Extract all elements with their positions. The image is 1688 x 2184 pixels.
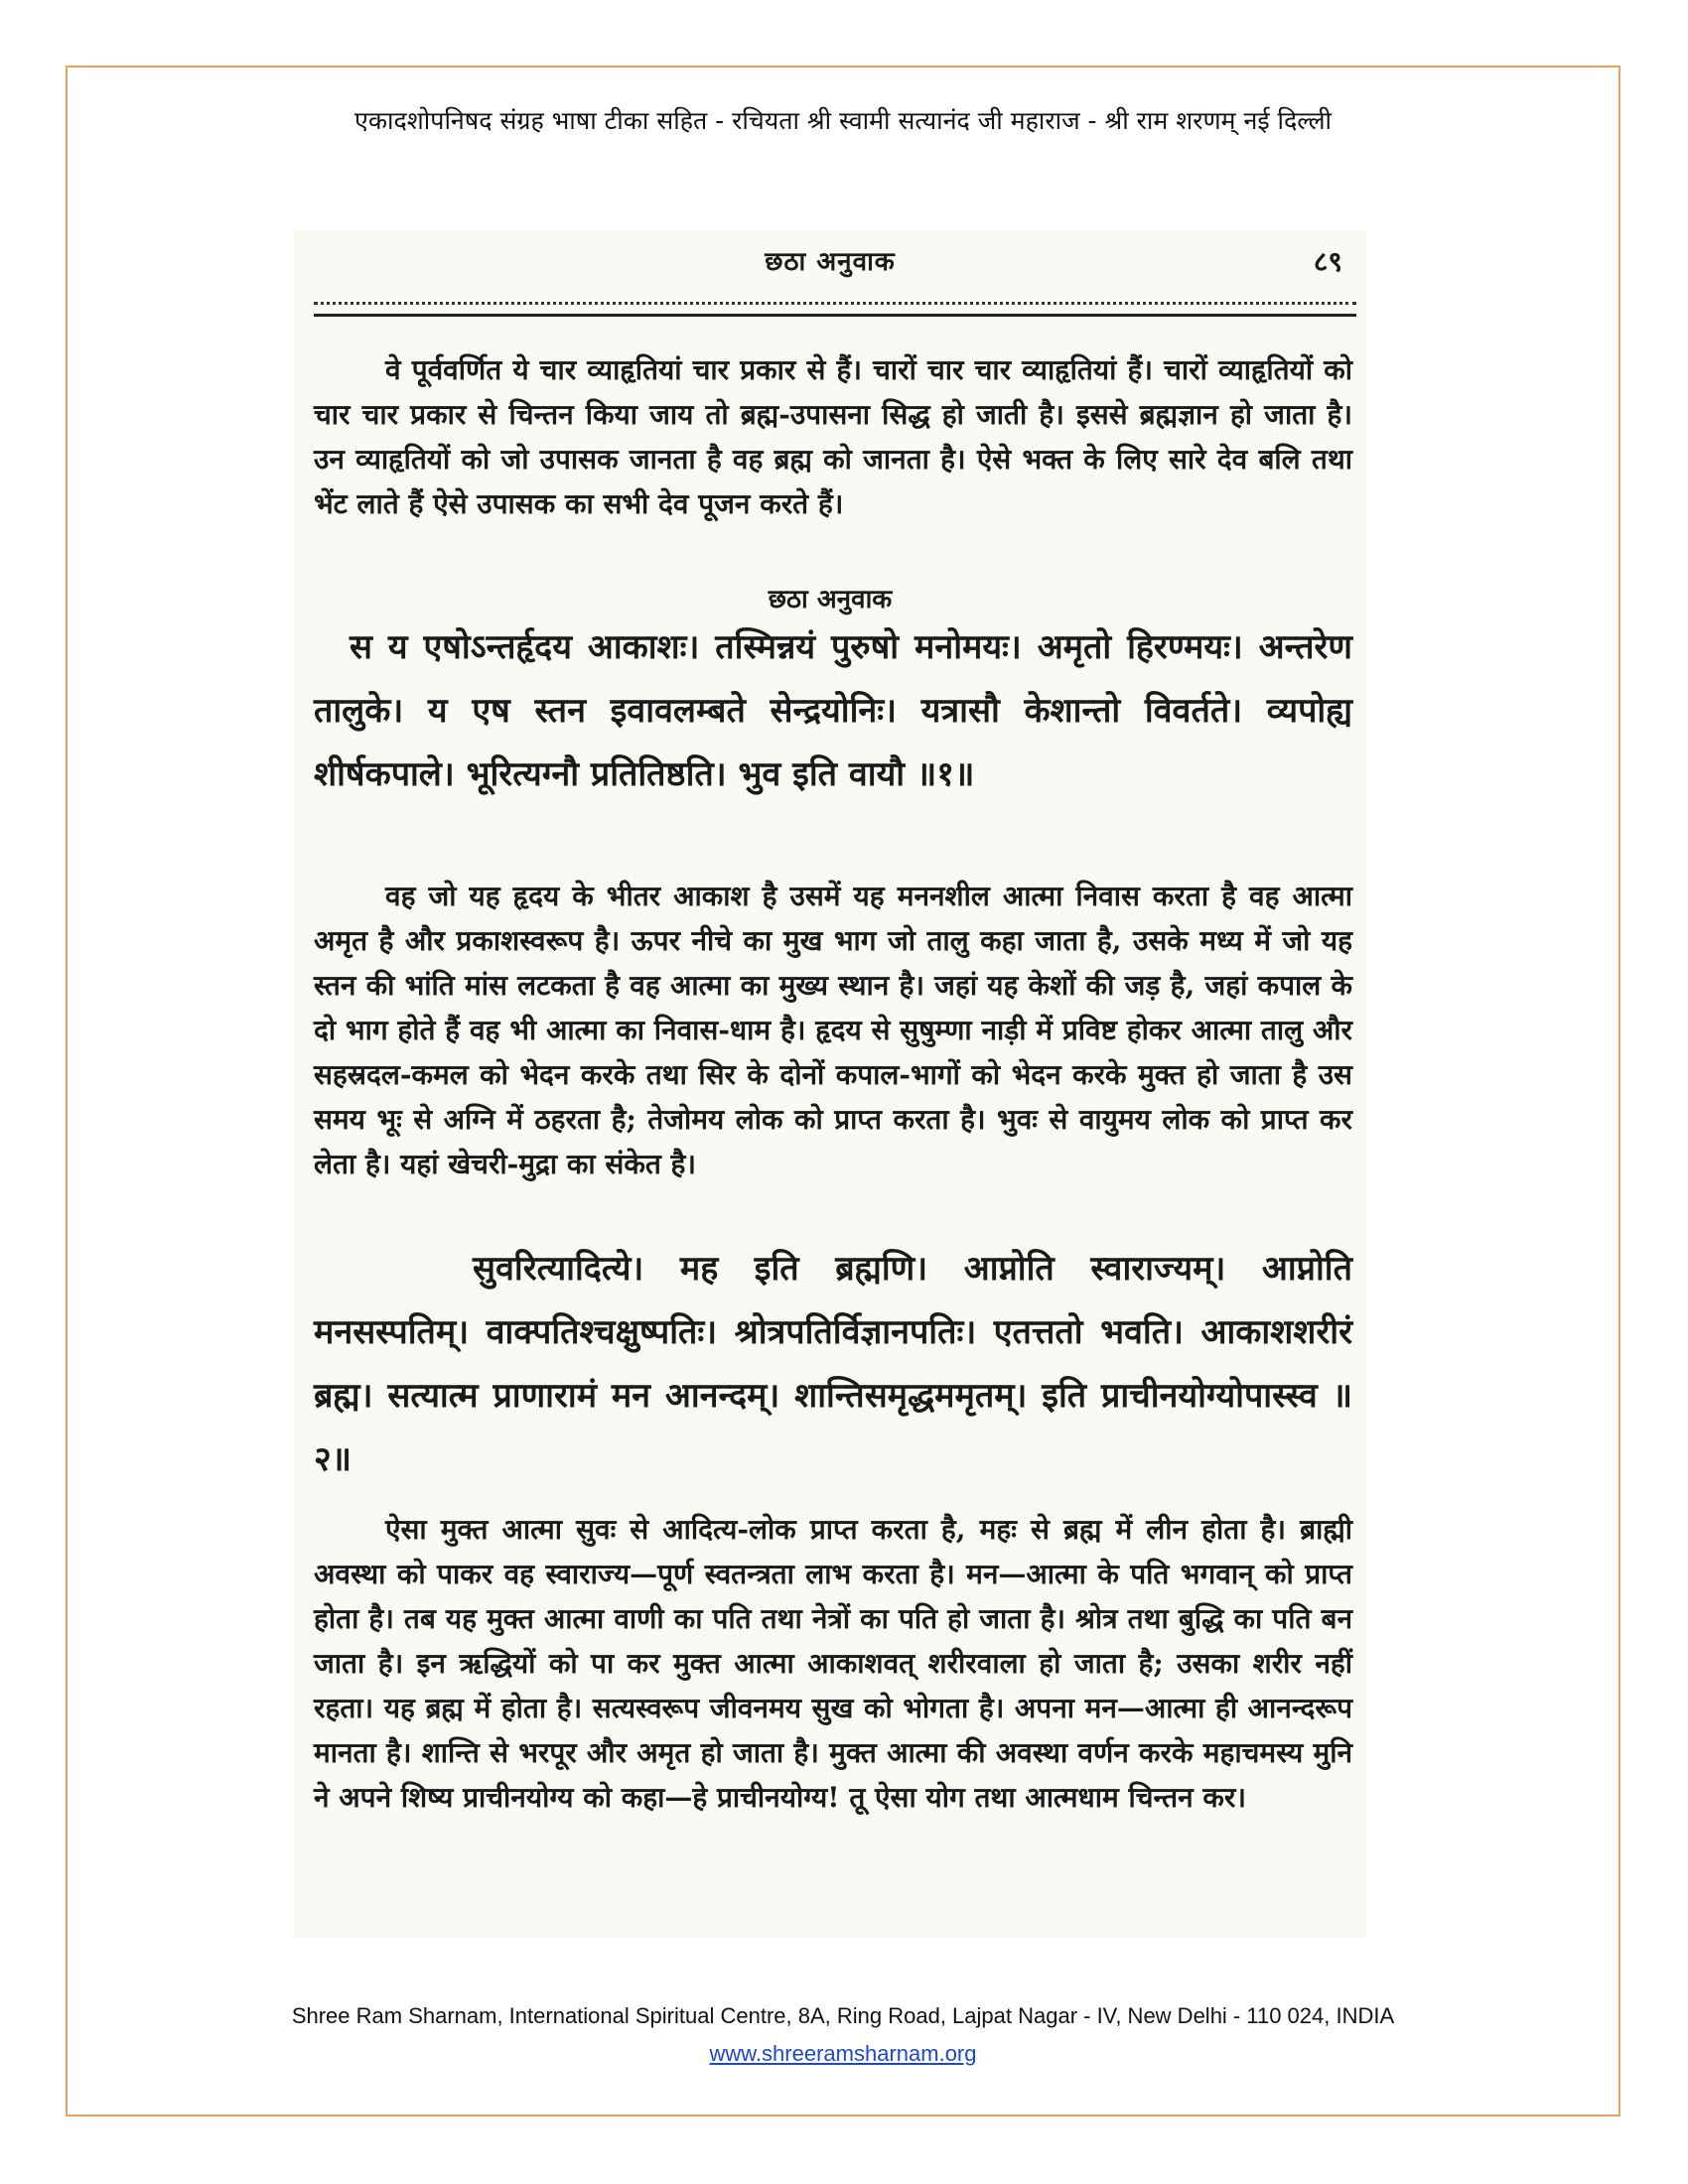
running-head [294,242,1366,282]
footer-link-wrapper [66,2041,1620,2067]
page-number: ८९ [1313,245,1342,278]
footer-address: Shree Ram Sharnam, International Spiritual Centre, 8A, Ring Road, Lajpat Nagar - IV, New Delhi - 110 024, INDIA [291,2003,1395,2028]
verse-1: स य एषोऽन्तर्हृदय आकाशः। तस्मिन्नयं पुरुषो मनोमयः। अमृतो हिरण्मयः। अन्तरेण तालुके। य एष स्तन इवावलम्बते सेन्द्रयोनिः। यत्रासौ केशान्तो विवर्तते। व्यपोह्य शीर्षकपाले। भूरित्यग्नौ प्रतितिष्ठति। भुव इति वायौ ॥१॥ [314,627,1352,794]
scanned-page [294,230,1366,1938]
document-header: एकादशोपनिषद संग्रह भाषा टीका सहित - रचियता श्री स्वामी सत्यानंद जी महाराज - श्री राम शरणम् नई दिल्ली [354,106,1332,135]
dotted-rule [314,302,1356,305]
header-rule [314,314,1356,317]
running-head-title: छठा अनुवाक [765,247,896,277]
website-link[interactable]: www.shreeramsharnam.org [709,2041,977,2066]
paragraph-2: वह जो यह हृदय के भीतर आकाश है उसमें यह मननशील आत्मा निवास करता है वह आत्मा अमृत है और प्रकाशस्वरूप है। ऊपर नीचे का मुख भाग जो तालु कहा जाता है, उसके मध्य में जो यह स्तन की भांति मांस लटकता है वह आत्मा का मुख्य स्थान है। जहां यह केशों की जड़ है, जहां कपाल के दो भाग होते हैं वह भी आत्मा का निवास-धाम है। हृदय से सुषुम्णा नाड़ी में प्रविष्ट होकर आत्मा तालु और सहस्रदल-कमल को भेदन करके तथा सिर के दोनों कपाल-भागों को भेदन करके मुक्त हो जाता है उस समय भूः से अग्नि में ठहरता है; तेजोमय लोक को प्राप्त करता है। भुवः से वायुमय लोक को प्राप्त कर लेता है। यहां खेचरी-मुद्रा का संकेत है। [314,880,1352,1180]
section-title: छठा अनुवाक [768,585,893,614]
paragraph-1: वे पूर्ववर्णित ये चार व्याहृतियां चार प्रकार से हैं। चारों चार चार व्याहृतियां हैं। चारों व्याहृतियों को चार चार प्रकार से चिन्तन किया जाय तो ब्रह्म-उपासना सिद्ध हो जाती है। इससे ब्रह्मज्ञान हो जाता है। उन व्याहृतियों को जो उपासक जानता है वह ब्रह्म को जानता है। ऐसे भक्त के लिए सारे देव बलि तथा भेंट लाते हैं ऐसे उपासक का सभी देव पूजन करते हैं। [314,353,1352,520]
paragraph-3: ऐसा मुक्त आत्मा सुवः से आदित्य-लोक प्राप्त करता है, महः से ब्रह्म में लीन होता है। ब्राह्मी अवस्था को पाकर वह स्वाराज्य—पूर्ण स्वतन्त्रता लाभ करता है। मन—आत्मा के पति भगवान् को प्राप्त होता है। तब यह मुक्त आत्मा वाणी का पति तथा नेत्रों का पति हो जाता है। श्रोत्र तथा बुद्धि का पति बन जाता है। इन ऋद्धियों को पा कर मुक्त आत्मा आकाशवत् शरीरवाला हो जाता है; उसका शरीर नहीं रहता। यह ब्रह्म में होता है। सत्यस्वरूप जीवनमय सुख को भोगता है। अपना मन—आत्मा ही आनन्दरूप मानता है। शान्ति से भरपूर और अमृत हो जाता है। मुक्त आत्मा की अवस्था वर्णन करके महाचमस्य मुनि ने अपने शिष्य प्राचीनयोग्य को कहा—हे प्राचीनयोग्य! तू ऐसा योग तथा आत्मधाम चिन्तन कर। [314,1513,1352,1814]
verse-2: सुवरित्यादित्ये। मह इति ब्रह्मणि। आप्नोति स्वाराज्यम्। आप्नोति मनसस्पतिम्। वाक्पतिश्चक्षुष्पतिः। श्रोत्रपतिर्विज्ञानपतिः। एतत्ततो भवति। आकाशशरीरं ब्रह्म। सत्यात्म प्राणारामं मन आनन्दम्। शान्तिसमृद्धममृतम्। इति प्राचीनयोग्योपास्स्व ॥२॥ [314,1249,1352,1479]
